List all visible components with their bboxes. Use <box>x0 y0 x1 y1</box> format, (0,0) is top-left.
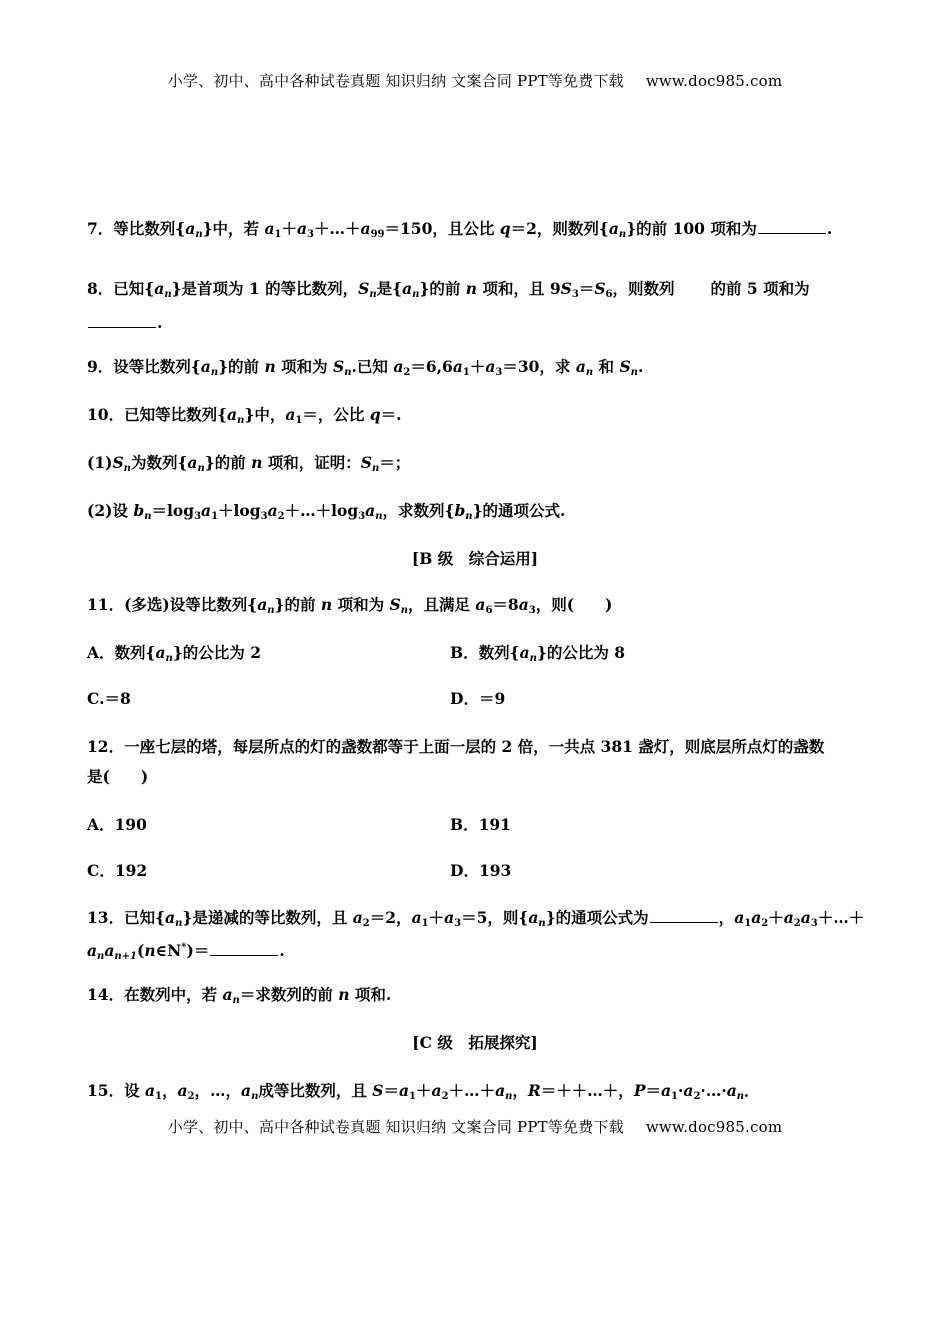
answer-blank[interactable] <box>650 908 718 923</box>
page-header <box>0 70 950 91</box>
question-10: 10．已知等比数列$\{a_n\}$中，$a_1=$，公比 q＝. <box>87 405 402 426</box>
header-text: 小学、初中、高中各种试卷真题 知识归纳 文案合同 PPT等免费下载 <box>167 72 624 90</box>
option-d[interactable]: D．193 <box>450 861 512 880</box>
question-13: 13．已知$\{a_n\}$是递减的等比数列，且 $a_2=2$，$a_1+a_3=5$，则$\{a_n\}$的通项公式为 ，$a_1a_2+a_2a_3+\dots+$ <box>87 908 865 929</box>
option-c[interactable]: C.＝8 <box>87 689 131 708</box>
question-7: 7．等比数列$\{a_n\}$中，若 $a_1+a_3+\dots+a_{99}=150$，且公比 q＝2，则数列$\{a_n\}$的前 100 项和为 . <box>87 219 833 240</box>
question-11: 11．(多选)设等比数列$\{a_n\}$的前 n 项和为 $S_n$，且满足 $a_6=8a_3$，则( ) <box>87 595 613 616</box>
question-10-part-2: (2)设 $b_n=\log_3a_1+\log_3a_2+\dots+\log_3a_n$，求数列$\{b_n\}$的通项公式. <box>87 501 566 522</box>
footer-site: www.doc985.com <box>645 1118 783 1136</box>
option-a[interactable]: A．190 <box>87 815 147 834</box>
answer-blank[interactable] <box>210 941 278 956</box>
option-c[interactable]: C．192 <box>87 861 148 880</box>
question-10-part-1: $(1)S_n$为数列$\{a_n\}$的前 n 项和，证明：$S_n=$； <box>87 453 411 474</box>
question-15: 15．设 $a_1$，$a_2$，…，$a_n$成等比数列，且 $S=a_1+a_2+\dots+a_n$，R＝＋＋…＋，$P=a_1\cdot a_2\cdot\dots\cdot a_n$． <box>87 1081 760 1102</box>
question-13-cont: $a_na_{n+1}(n\in N^*)=$ . <box>87 941 285 962</box>
option-d[interactable]: D．＝9 <box>450 689 506 708</box>
option-b[interactable]: B．191 <box>450 815 511 834</box>
header-site: www.doc985.com <box>645 72 783 90</box>
question-8: 8．已知$\{a_n\}$是首项为 1 的等比数列，$S_n$是$\{a_n\}$的前 n 项和，且 $9S_3=S_6$，则数列 的前 5 项和为 <box>87 279 810 300</box>
question-11-options-ab <box>87 642 867 670</box>
question-12-options-cd <box>87 860 867 882</box>
option-b[interactable]: B．数列$\{a_n\}$的公比为 8 <box>450 643 626 664</box>
page-footer <box>0 1116 950 1137</box>
footer-text: 小学、初中、高中各种试卷真题 知识归纳 文案合同 PPT等免费下载 <box>167 1118 624 1136</box>
question-12-options-ab <box>87 814 867 836</box>
section-c-heading: [C 级 拓展探究] <box>412 1033 538 1052</box>
question-9: 9．设等比数列$\{a_n\}$的前 n 项和为 $S_n$.已知 $a_2=6,6a_1+a_3=30$，求 $a_n$ 和 $S_n$. <box>87 357 644 378</box>
question-12: 12．一座七层的塔，每层所点的灯的盏数都等于上面一层的 2 倍，一共点 381 盏灯，则底层所点灯的盏数 <box>87 737 825 756</box>
question-14: 14．在数列中，若 $a_n=$求数列的前 n 项和. <box>87 985 392 1006</box>
question-11-options-cd <box>87 688 867 710</box>
option-a[interactable]: A．数列$\{a_n\}$的公比为 2 <box>87 643 261 664</box>
answer-blank[interactable] <box>758 219 826 234</box>
question-8-cont: . <box>87 312 867 334</box>
answer-blank[interactable] <box>88 313 156 328</box>
question-12-cont: 是( ) <box>87 767 149 786</box>
section-b-heading: [B 级 综合运用] <box>411 549 539 568</box>
